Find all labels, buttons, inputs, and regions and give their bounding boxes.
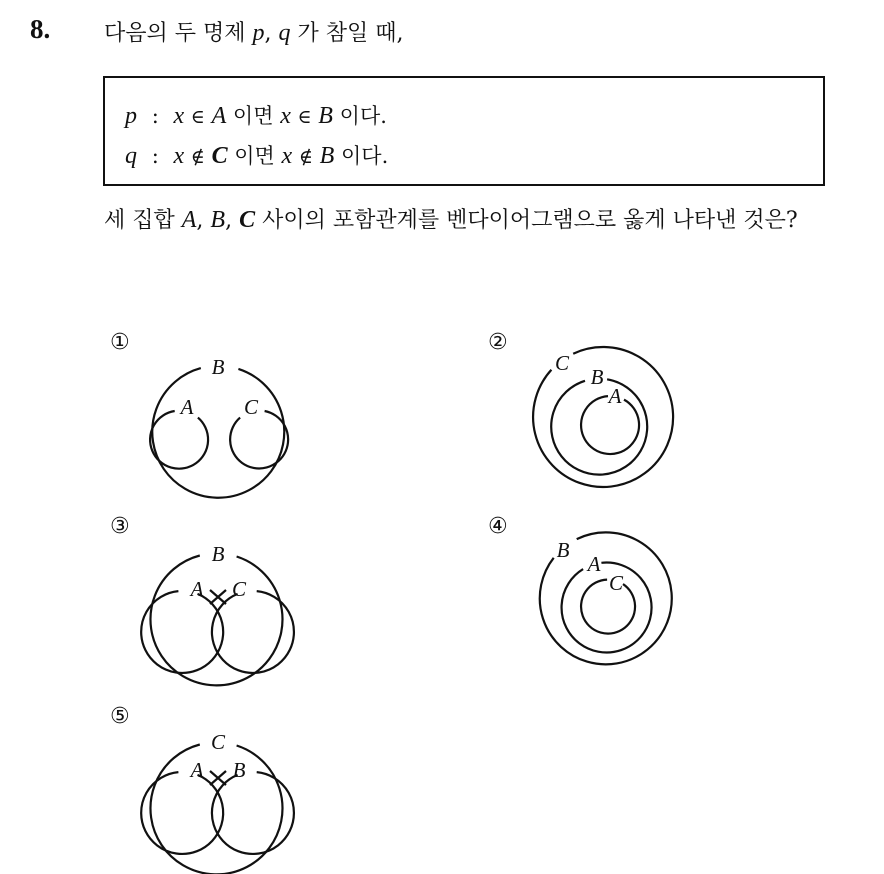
question-number: 8. (30, 14, 51, 44)
cond-p-set1: A (211, 103, 227, 129)
choice-2-middle-circle (551, 379, 647, 474)
intro-var-p: p (252, 20, 265, 46)
prompt-set-a: A (181, 207, 197, 233)
choice-5-label-outer: C (210, 730, 226, 754)
choice-5-number[interactable]: ⑤ (110, 704, 130, 729)
choice-3-label-outer: B (211, 542, 225, 566)
prompt-before: 세 집합 (104, 208, 175, 233)
choice-1-label-left: A (180, 395, 194, 419)
choice-5-label-left: A (190, 758, 204, 782)
intro-before: 다음의 두 명제 (104, 21, 246, 46)
choice-2-label-outer: C (554, 351, 570, 375)
cond-q-rel2: ∉ (298, 146, 313, 168)
cond-q-x1: x (173, 143, 185, 169)
cond-q-label: q (125, 143, 137, 169)
choice-2-label-middle: B (590, 365, 604, 389)
choice-1-number[interactable]: ① (110, 330, 130, 355)
choice-2-label-inner: A (608, 384, 622, 408)
choice-5-cross-mark (210, 771, 226, 785)
choice-5-label-right: B (232, 758, 246, 782)
cond-p-set2: B (318, 103, 333, 129)
prompt-comma1: , (196, 208, 204, 233)
choice-3-cross-mark (210, 590, 226, 604)
cond-q-mid: 이면 (234, 144, 275, 168)
choice-2-diagram[interactable] (533, 347, 673, 487)
choice-1-right-circle (230, 411, 288, 468)
prompt-comma2: , (225, 208, 233, 233)
choice-4-middle-circle (562, 563, 652, 653)
cond-p-x2: x (280, 103, 291, 129)
choice-1-diagram[interactable] (150, 355, 288, 498)
choice-1-label-right: C (243, 395, 259, 419)
cond-q-set2: B (319, 143, 335, 169)
choice-4-label-middle: A (587, 552, 601, 576)
cond-q-end: 이다. (341, 144, 389, 168)
intro-var-q: q (278, 20, 291, 46)
choice-1-label-outer: B (211, 355, 225, 379)
choice-4-label-inner: C (608, 571, 624, 595)
choice-3-diagram[interactable] (141, 542, 294, 685)
choice-3-outer-circle (150, 556, 282, 686)
cond-p-end: 이다. (339, 104, 387, 128)
choice-1-outer-circle (152, 368, 284, 498)
choice-3-label-left: A (190, 577, 204, 601)
prompt-after: 사이의 포함관계를 벤다이어그램으로 옳게 나타낸 것은? (262, 208, 798, 233)
choice-4-diagram[interactable] (540, 532, 672, 664)
choice-2-number[interactable]: ② (488, 330, 508, 355)
choice-4-label-outer: B (556, 538, 570, 562)
cond-q-rel1: ∉ (190, 146, 205, 168)
cond-p-label: p (125, 103, 137, 129)
cond-q-set1: C (211, 143, 228, 169)
intro-comma: , (264, 21, 272, 46)
choice-4-number[interactable]: ④ (488, 514, 508, 539)
choice-3-number[interactable]: ③ (110, 514, 130, 539)
cond-p-rel2: ∈ (297, 106, 312, 128)
intro-after: 가 참일 때, (297, 21, 404, 46)
cond-q-colon: : (151, 144, 159, 168)
cond-p-colon: : (151, 104, 159, 128)
choice-5-outer-circle (150, 745, 282, 874)
cond-p-x1: x (173, 103, 185, 129)
choice-3-label-right: C (231, 577, 247, 601)
cond-p-mid: 이면 (232, 104, 274, 128)
choice-5-diagram[interactable] (141, 730, 294, 874)
prompt-set-b: B (210, 207, 226, 233)
cond-p-rel1: ∈ (190, 106, 205, 128)
cond-q-x2: x (281, 143, 293, 169)
choice-1-left-circle (150, 411, 208, 469)
prompt-set-c: C (239, 207, 256, 233)
